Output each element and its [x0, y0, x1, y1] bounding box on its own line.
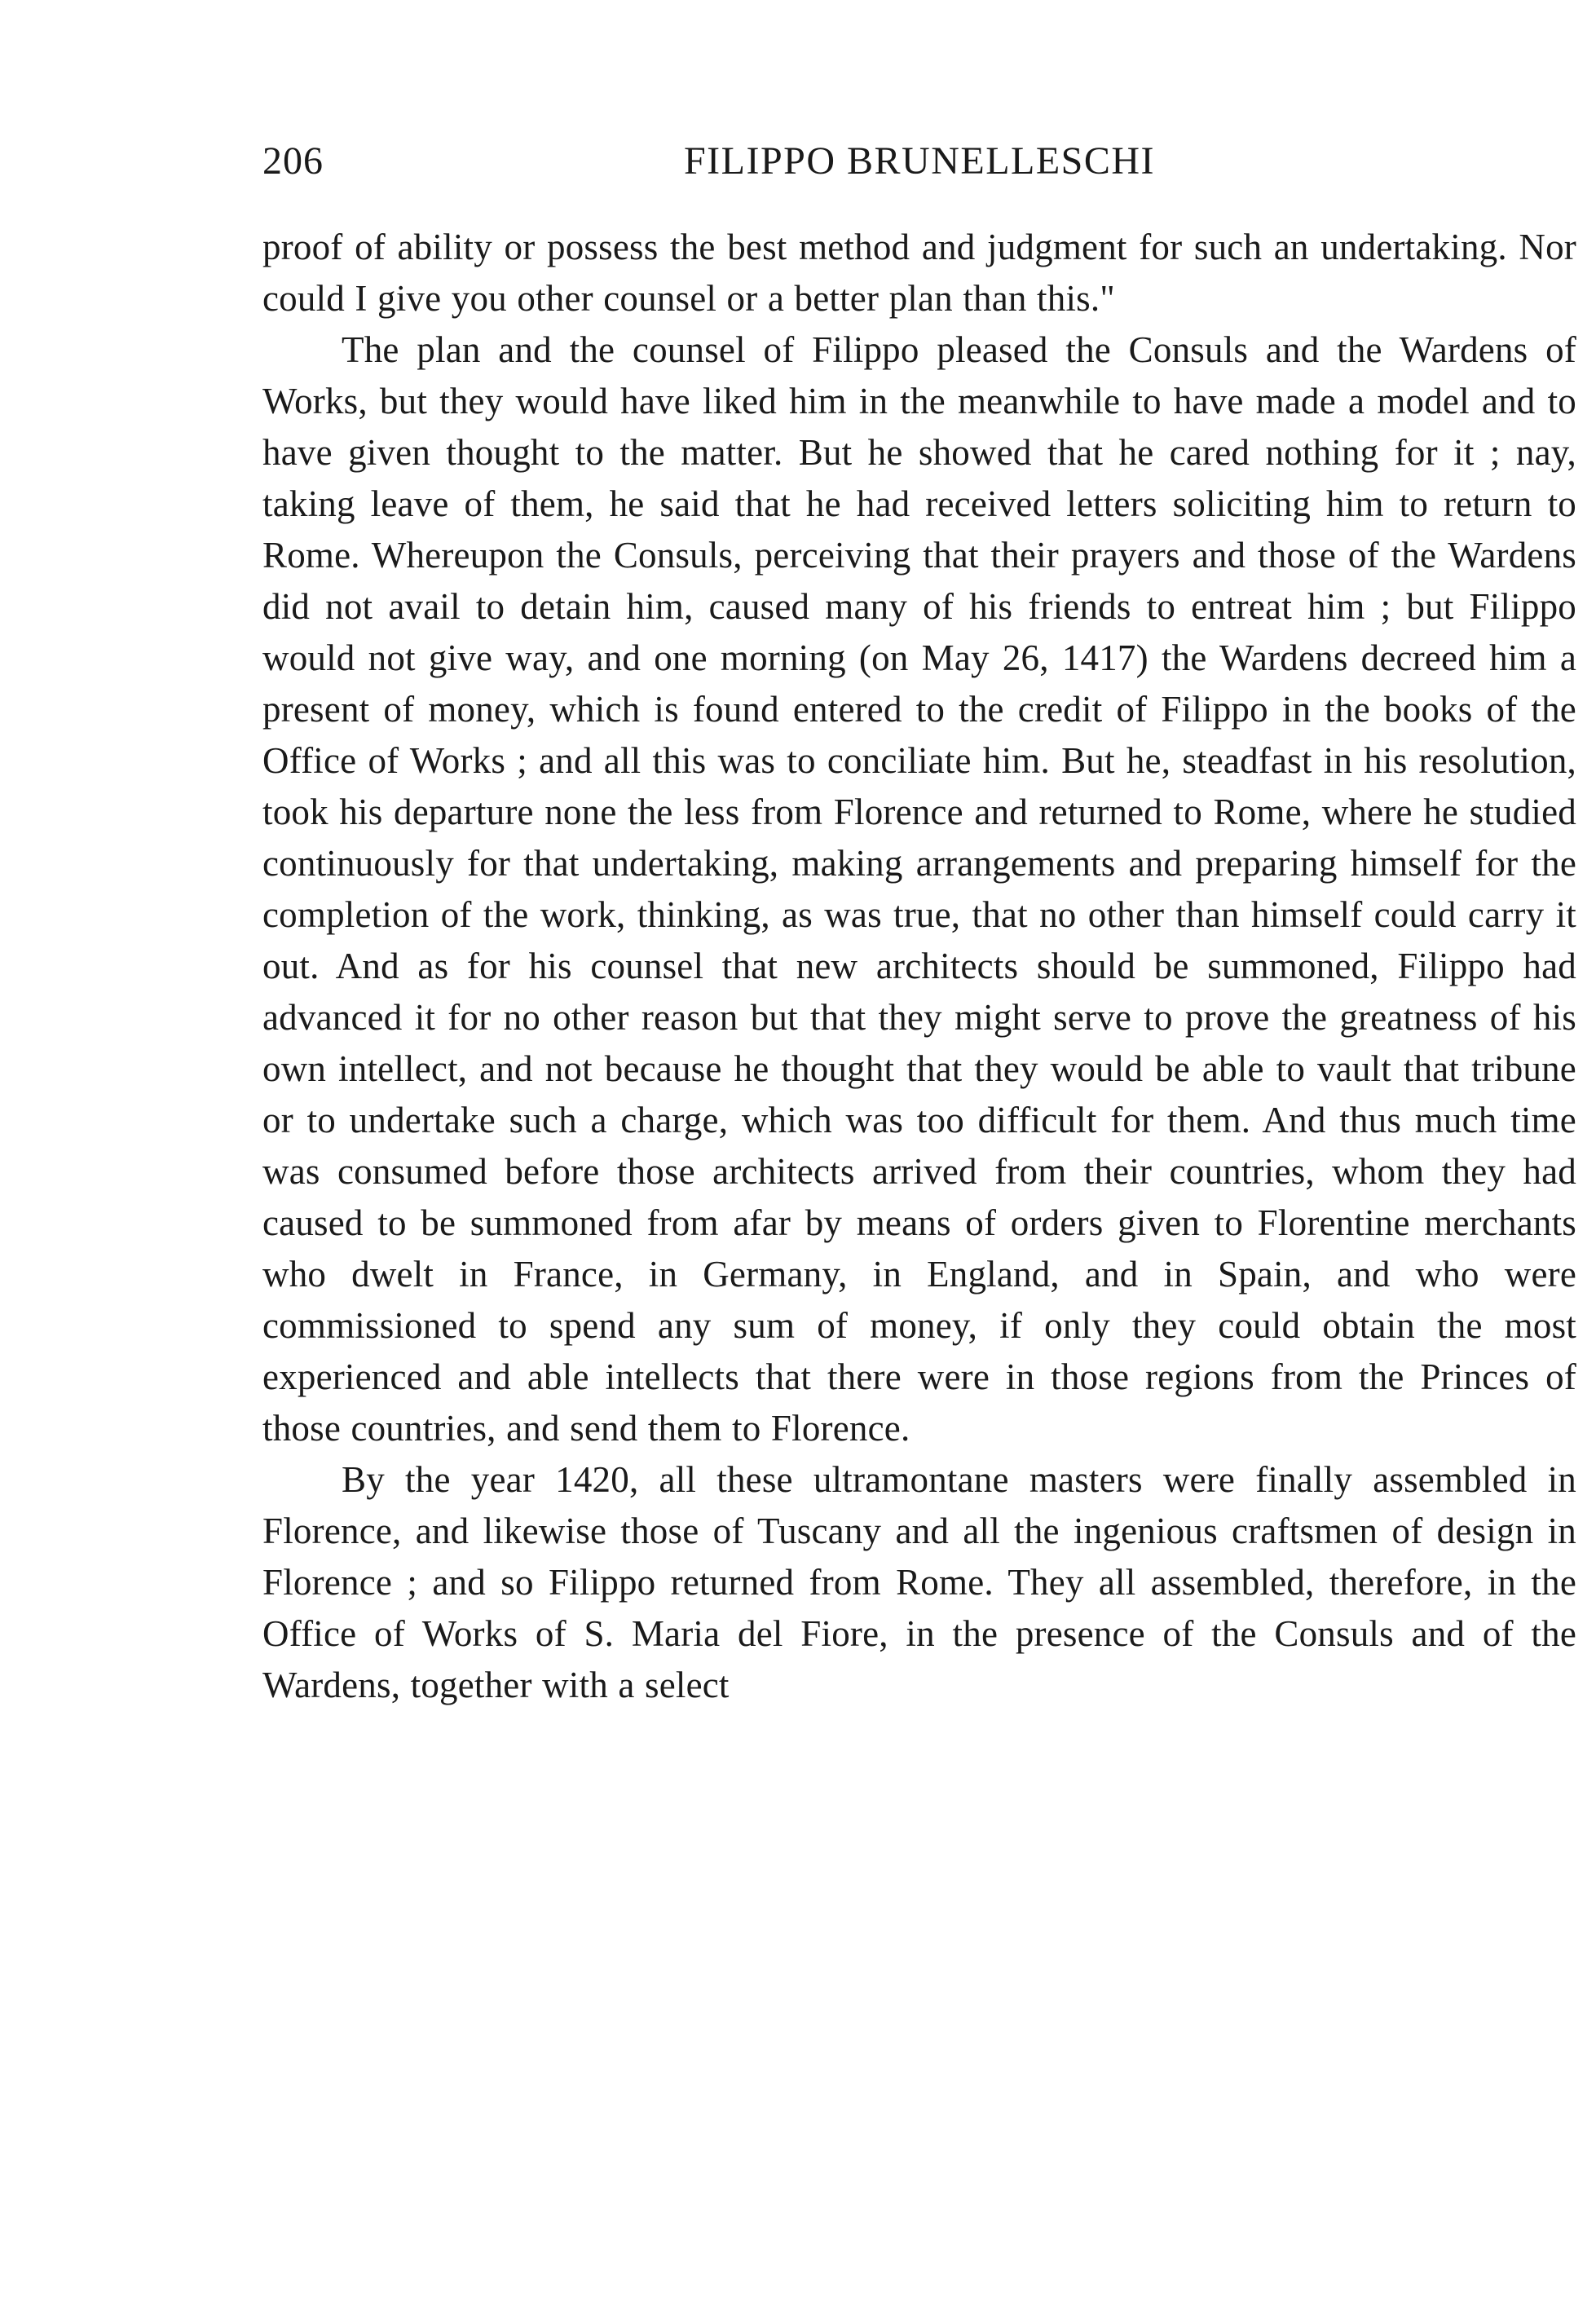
- paragraph-continuation: proof of ability or possess the best method and judgment for such an undertaking. Nor could I give you other counsel or a better plan than this.": [262, 227, 1576, 319]
- paragraph-filippo-departure: The plan and the counsel of Filippo pleased the Consuls and the Wardens of Works, but they would have liked him in the meanwhile to have made a model and to have given thought to the matter. But he showed that he cared nothing for it ; nay, taking leave of them, he said that he had received letters soliciting him to return to Rome. Whereupon the Consuls, perceiving that their prayers and those of the Wardens did not avail to detain him, caused many of his friends to entreat him ; but Filippo would not give way, and one morning (on May 26, 1417) the Wardens decreed him a present of money, which is found entered to the credit of Filippo in the books of the Office of Works ; and all this was to conciliate him. But he, steadfast in his resolution, took his departure none the less from Florence and returned to Rome, where he studied continuously for that undertaking, making arrangements and preparing himself for the completion of the work, thinking, as was true, that no other than himself could carry it out. And as for his counsel that new architects should be summoned, Filippo had advanced it for no other reason but that they might serve to prove the greatness of his own intellect, and not because he thought that they would be able to vault that tribune or to undertake such a charge, which was too difficult for them. And thus much time was consumed before those architects arrived from their countries, whom they had caused to be summoned from afar by means of orders given to Florentine merchants who dwelt in France, in Germany, in England, and in Spain, and who were commissioned to spend any sum of money, if only they could obtain the most experienced and able intellects that there were in those regions from the Princes of those countries, and send them to Florence.: [262, 329, 1576, 1449]
- running-title: FILIPPO BRUNELLESCHI: [683, 139, 1156, 183]
- body-text: [262, 222, 1576, 1711]
- running-head: [262, 137, 1576, 186]
- paragraph-assembly-1420: By the year 1420, all these ultramontane masters were finally assembled in Florence, and likewise those of Tuscany and all the ingenious craftsmen of design in Florence ; and so Filippo returned from Rome. They all assembled, therefore, in the Office of Works of S. Maria del Fiore, in the presence of the Consuls and of the Wardens, together with a select: [262, 1459, 1576, 1705]
- page-number: 206: [262, 139, 324, 183]
